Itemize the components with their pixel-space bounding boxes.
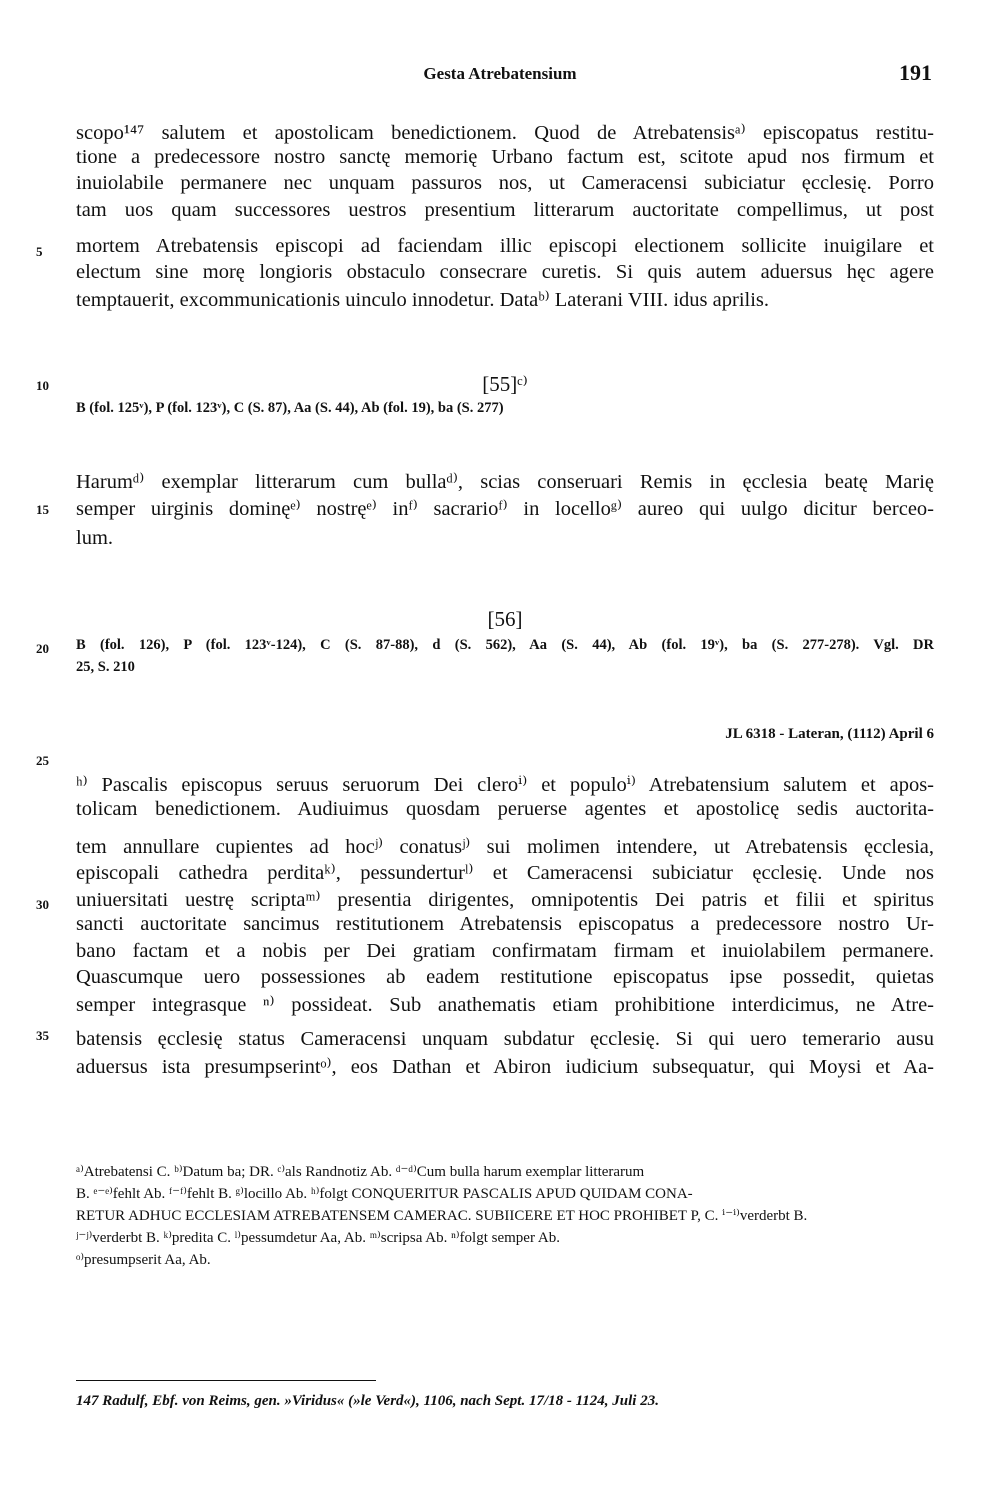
text-line: batensis ęcclesię status Cameracensi unquam subdatur ęcclesię. Si qui uero temerario ausu	[76, 1028, 934, 1050]
line-number: 20	[36, 641, 49, 656]
line-number: 25	[36, 753, 49, 768]
text-line: tione a predecessore nostro sanctę memorię Urbano factum est, scitote apud nos firmum et	[76, 146, 934, 168]
text-line: tolicam benedictionem. Audiuimus quosdam peruerse agentes et apostolicę sedis auctorita-	[76, 798, 934, 820]
line-number: 30	[36, 897, 49, 912]
manuscript-sigla: 25, S. 210	[76, 659, 135, 675]
text-line: sancti auctoritate sancimus restitutionem Atrebatensis episcopatus a predecessore nostro Ur-	[76, 913, 934, 935]
text-line: tem annullare cupientes ad hocʲ⁾ conatusʲ⁾ sui molimen intendere, ut Atrebatensis ęcclesia,	[76, 836, 934, 858]
apparatus-line: ᵒ⁾presumpserit Aa, Ab.	[76, 1252, 211, 1268]
jl-regest-reference: JL 6318 - Lateran, (1112) April 6	[725, 726, 934, 742]
apparatus-line: RETUR ADHUC ECCLESIAM ATREBATENSEM CAMERAC. SUBIICERE ET HOC PROHIBET P, C. ⁱ⁻ⁱ⁾verderbt B.	[76, 1208, 808, 1224]
text-line: tam uos quam successores uestros presentium litterarum auctoritate compellimus, ut post	[76, 199, 934, 221]
text-line: Harumᵈ⁾ exemplar litterarum cum bullaᵈ⁾, scias conseruari Remis in ęcclesia beatę Marię	[76, 471, 934, 493]
manuscript-sigla: B (fol. 126), P (fol. 123ᵛ-124), C (S. 87-88), d (S. 562), Aa (S. 44), Ab (fol. 19ᵛ), ba (S. 277-278). Vgl. DR	[76, 637, 934, 653]
text-line: semper integrasque ⁿ⁾ possideat. Sub anathematis etiam prohibitione interdicimus, ne Atre-	[76, 994, 934, 1016]
text-line: Quascumque uero possessiones ab eadem restitutione episcopatus ipse possedit, quietas	[76, 966, 934, 988]
line-number: 15	[36, 502, 49, 517]
text-line: ʰ⁾ Pascalis episcopus seruus seruorum Dei cleroⁱ⁾ et populoⁱ⁾ Atrebatensium salutem et apos-	[76, 774, 934, 796]
text-line: mortem Atrebatensis episcopi ad faciendam illic episcopi electionem sollicite inuigilare et	[76, 235, 934, 257]
running-title: Gesta Atrebatensium	[423, 64, 577, 83]
apparatus-line: ᵃ⁾Atrebatensi C. ᵇ⁾Datum ba; DR. ᶜ⁾als Randnotiz Ab. ᵈ⁻ᵈ⁾Cum bulla harum exemplar litterarum	[76, 1164, 645, 1180]
document-number-heading: [56]	[487, 607, 523, 631]
text-line: lum.	[76, 527, 114, 549]
text-line: semper uirginis dominęᵉ⁾ nostręᵉ⁾ inᶠ⁾ sacrarioᶠ⁾ in locelloᵍ⁾ aureo qui uulgo dicitur berceo-	[76, 498, 934, 520]
text-line: bano factam et a nobis per Dei gratiam confirmatam firmam et inuiolabilem permanere.	[76, 940, 934, 962]
text-line: temptauerit, excommunicationis uinculo innodetur. Dataᵇ⁾ Laterani VIII. idus aprilis.	[76, 289, 770, 311]
manuscript-sigla: B (fol. 125ᵛ), P (fol. 123ᵛ), C (S. 87), Aa (S. 44), Ab (fol. 19), ba (S. 277)	[76, 400, 504, 416]
apparatus-line: ʲ⁻ʲ⁾verderbt B. ᵏ⁾predita C. ˡ⁾pessumdetur Aa, Ab. ᵐ⁾scripsa Ab. ⁿ⁾folgt semper Ab.	[76, 1230, 560, 1246]
text-line: aduersus ista presumpserintᵒ⁾, eos Dathan et Abiron iudicium subsequatur, qui Moysi et Aa-	[76, 1056, 934, 1078]
page-number: 191	[899, 60, 932, 85]
footnote: 147 Radulf, Ebf. von Reims, gen. »Viridus« (»le Verd«), 1106, nach Sept. 17/18 - 1124, Juli 23.	[76, 1393, 659, 1409]
text-line: uniuersitati uestrę scriptaᵐ⁾ presentia dirigentes, omnipotentis Dei patris et filii et spiritus	[76, 889, 934, 911]
footnote-separator	[76, 1380, 376, 1381]
apparatus-line: B. ᵉ⁻ᵉ⁾fehlt Ab. ᶠ⁻ᶠ⁾fehlt B. ᵍ⁾locillo Ab. ʰ⁾folgt CONQUERITUR PASCALIS APUD QUIDAM CONA-	[76, 1186, 693, 1202]
document-number-heading: [55]ᶜ⁾	[482, 372, 528, 396]
line-number: 35	[36, 1028, 49, 1043]
text-line: electum sine morę longioris obstaculo consecrare curetis. Si quis autem aduersus hęc agere	[76, 261, 934, 283]
text-line: episcopali cathedra perditaᵏ⁾, pessunderturˡ⁾ et Cameracensi subiciatur ęcclesię. Unde nos	[76, 862, 934, 884]
line-number: 10	[36, 378, 49, 393]
text-line: scopo¹⁴⁷ salutem et apostolicam benedictionem. Quod de Atrebatensisᵃ⁾ episcopatus restitu-	[76, 122, 934, 144]
line-number: 5	[36, 244, 43, 259]
text-line: inuiolabile permanere nec unquam passuros nos, ut Cameracensi subiciatur ęcclesię. Porro	[76, 172, 934, 194]
